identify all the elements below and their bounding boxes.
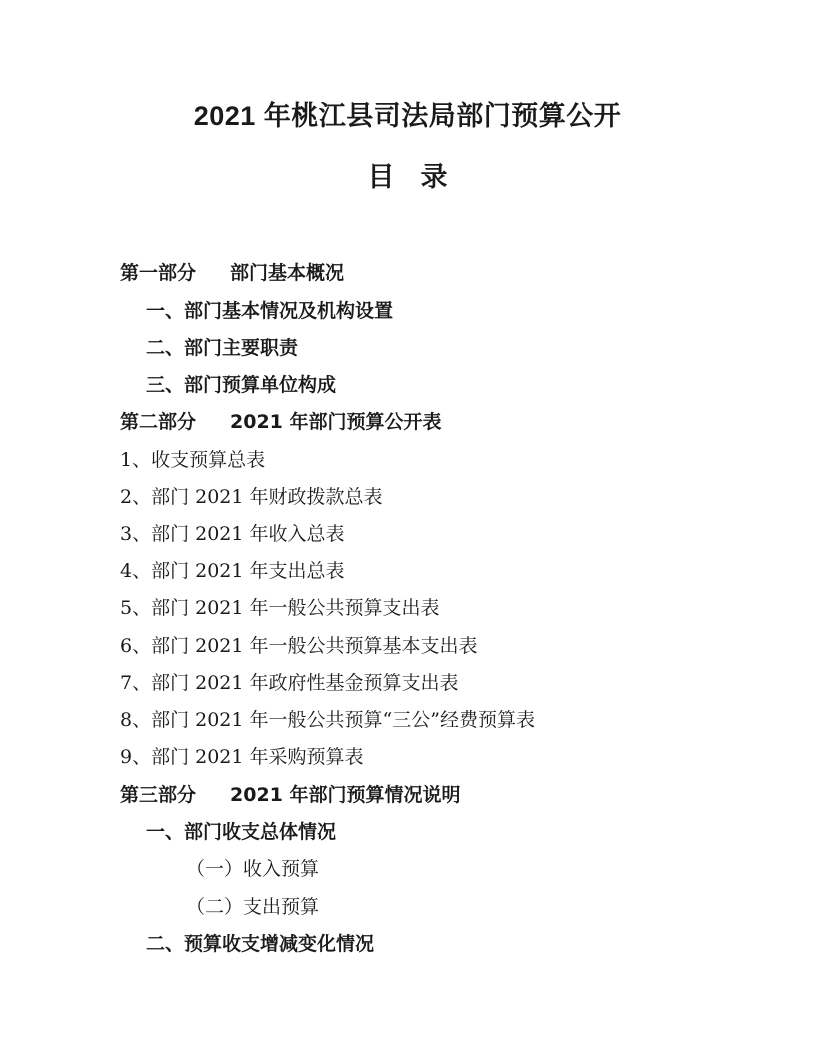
toc-subitem[interactable]: （一）收入预算 (186, 858, 320, 880)
toc-item[interactable]: 4、部门 2021 年支出总表 (120, 560, 345, 582)
toc-part-1-title: 部门基本概况 (230, 262, 345, 284)
toc-part-3-title: 2021 年部门预算情况说明 (230, 784, 461, 806)
toc-part-2[interactable] (120, 409, 442, 435)
toc-item[interactable]: 8、部门 2021 年一般公共预算“三公”经费预算表 (120, 709, 535, 731)
toc-part-1[interactable] (120, 260, 344, 286)
toc-item[interactable]: 9、部门 2021 年采购预算表 (120, 746, 364, 768)
toc-item[interactable]: 2、部门 2021 年财政拨款总表 (120, 486, 383, 508)
toc-subitem[interactable]: （二）支出预算 (186, 896, 320, 918)
toc-heading: 目录 (367, 162, 474, 192)
toc-item[interactable]: 5、部门 2021 年一般公共预算支出表 (120, 597, 440, 619)
toc-item[interactable]: 二、部门主要职责 (146, 337, 299, 359)
document-title: 2021 年桃江县司法局部门预算公开 (193, 101, 622, 131)
toc-part-2-title: 2021 年部门预算公开表 (230, 411, 442, 433)
toc-item[interactable]: 7、部门 2021 年政府性基金预算支出表 (120, 672, 459, 694)
toc-item[interactable]: 1、收支预算总表 (120, 449, 266, 471)
toc-item[interactable]: 一、部门收支总体情况 (146, 821, 337, 843)
toc-item[interactable]: 6、部门 2021 年一般公共预算基本支出表 (120, 635, 478, 657)
toc-part-2-label: 第二部分 (120, 411, 197, 433)
toc-item[interactable]: 三、部门预算单位构成 (146, 374, 337, 396)
toc-item[interactable]: 二、预算收支增减变化情况 (146, 933, 375, 955)
toc-part-3-label: 第三部分 (120, 784, 197, 806)
toc-item[interactable]: 3、部门 2021 年收入总表 (120, 523, 345, 545)
toc-item[interactable]: 一、部门基本情况及机构设置 (146, 300, 394, 322)
toc-part-3[interactable] (120, 782, 461, 808)
toc-part-1-label: 第一部分 (120, 262, 197, 284)
